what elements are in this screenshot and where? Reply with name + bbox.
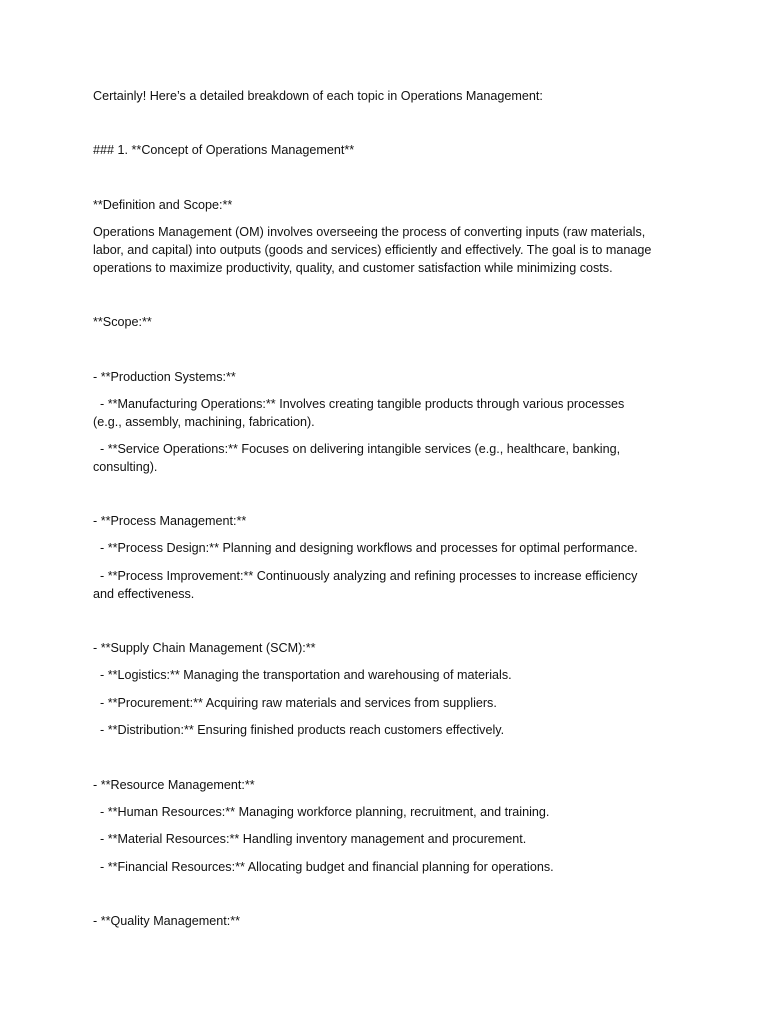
distribution-item: - **Distribution:** Ensuring finished products reach customers effectively.: [93, 723, 505, 737]
manufacturing-operations-item: [93, 395, 683, 431]
definition-heading: **Definition and Scope:**: [93, 198, 233, 212]
definition-paragraph: [93, 223, 683, 277]
resource-management-heading: - **Resource Management:**: [93, 778, 255, 792]
quality-management-heading: - **Quality Management:**: [93, 914, 240, 928]
production-systems-heading: - **Production Systems:**: [93, 370, 236, 384]
intro-text: Certainly! Here’s a detailed breakdown of each topic in Operations Management:: [93, 89, 543, 103]
financial-resources-item: - **Financial Resources:** Allocating budget and financial planning for operations.: [93, 860, 554, 874]
logistics-item: - **Logistics:** Managing the transportation and warehousing of materials.: [93, 668, 512, 682]
process-management-heading: - **Process Management:**: [93, 514, 247, 528]
service-line: - **Service Operations:** Focuses on delivering intangible services (e.g., healthcare, banking,: [93, 442, 621, 456]
process-improvement-line: - **Process Improvement:** Continuously analyzing and refining processes to increase efficiency: [93, 569, 638, 583]
process-improvement-line: and effectiveness.: [93, 587, 195, 601]
section-heading: ### 1. **Concept of Operations Management**: [93, 143, 355, 157]
definition-line: Operations Management (OM) involves overseeing the process of converting inputs (raw materials,: [93, 225, 646, 239]
manufacturing-line: - **Manufacturing Operations:** Involves creating tangible products through various processes: [93, 397, 625, 411]
definition-line: labor, and capital) into outputs (goods and services) efficiently and effectively. The goal is to manage: [93, 243, 652, 257]
scope-heading: **Scope:**: [93, 315, 152, 329]
service-operations-item: [93, 440, 683, 476]
manufacturing-line: (e.g., assembly, machining, fabrication).: [93, 415, 315, 429]
human-resources-item: - **Human Resources:** Managing workforce planning, recruitment, and training.: [93, 805, 550, 819]
process-improvement-item: [93, 567, 683, 603]
service-line: consulting).: [93, 460, 158, 474]
material-resources-item: - **Material Resources:** Handling inventory management and procurement.: [93, 832, 527, 846]
process-design-item: - **Process Design:** Planning and designing workflows and processes for optimal performance.: [93, 541, 638, 555]
scm-heading: - **Supply Chain Management (SCM):**: [93, 641, 316, 655]
procurement-item: - **Procurement:** Acquiring raw materials and services from suppliers.: [93, 696, 497, 710]
definition-line: operations to maximize productivity, quality, and customer satisfaction while minimizing costs.: [93, 261, 613, 275]
